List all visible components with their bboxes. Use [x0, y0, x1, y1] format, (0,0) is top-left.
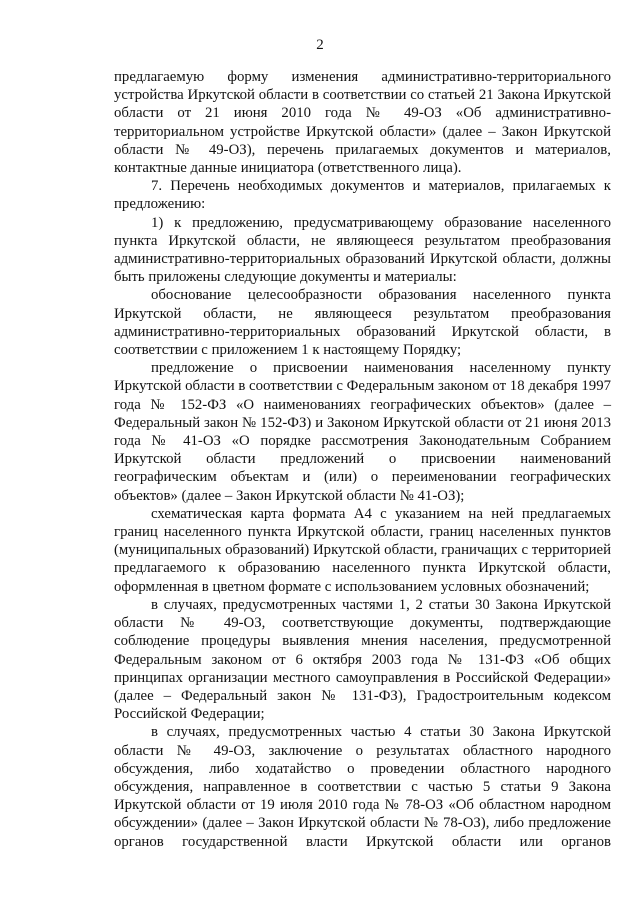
paragraph-item-7: 7. Перечень необходимых документов и материалов, прилагаемых к предложению:: [114, 178, 611, 213]
paragraph-intro-continuation: предлагаемую форму изменения административно-территориального устройства Иркутской области в соответствии со статьей 21 Закона Иркутской области от 21 июня 2010 года № 49-ОЗ «Об административно-территориальном устройстве Иркутской области» (далее – Закон Иркутской области № 49-ОЗ), перечень прилагаемых документов и материалов, контактные данные инициатора (ответственного лица).: [114, 69, 611, 177]
paragraph-naming-proposal: предложение о присвоении наименования населенному пункту Иркутской области в соответствии с Федеральным законом от 18 декабря 1997 года № 152-ФЗ «О наименованиях географических объектов» (далее – Федеральный закон № 152-ФЗ) и Законом Иркутской области от 21 июня 2013 года № 41-ОЗ «О порядке рассмотрения Законодательным Собранием Иркутской области предложений о присвоении наименований географическим объектам и (или) о переименовании географических объектов» (далее – Закон Иркутской области № 41-ОЗ);: [114, 360, 611, 504]
paragraph-population-opinion: в случаях, предусмотренных частями 1, 2 статьи 30 Закона Иркутской области № 49-ОЗ, соответствующие документы, подтверждающие соблюдение процедуры выявления мнения населения, предусмотренной Федеральным законом от 6 октября 2003 года № 131-ФЗ «Об общих принципах организации местного самоуправления в Российской Федерации» (далее – Федеральный закон № 131-ФЗ), Градостроительным кодексом Российской Федерации;: [114, 596, 611, 723]
paragraph-public-discussion: в случаях, предусмотренных частью 4 статьи 30 Закона Иркутской области № 49-ОЗ, заключение о результатах областного народного обсуждения, либо ходатайство о проведении областного народного обсуждения, направленное в соответствии с частью 5 статьи 9 Закона Иркутской области от 19 июля 2010 года № 78-ОЗ «Об областном народном обсуждении» (далее – Закон Иркутской области № 78-ОЗ), либо предложение органов государственной власти Иркутской области или органов: [114, 724, 611, 850]
paragraph-justification: обоснование целесообразности образования населенного пункта Иркутской области, не являющееся результатом преобразования административно-территориальных образований Иркутской области, в соответствии с приложением 1 к настоящему Порядку;: [114, 287, 611, 359]
paragraph-schematic-map: схематическая карта формата А4 с указанием на ней предлагаемых границ населенного пункта Иркутской области, границ населенных пунктов (муниципальных образований) Иркутской области, граничащих с территорией предлагаемого к образованию населенного пункта Иркутской области, оформленная в цветном формате с использованием условных обозначений;: [114, 505, 611, 595]
page-number: 2: [316, 37, 324, 53]
paragraph-subitem-1: 1) к предложению, предусматривающему образование населенного пункта Иркутской области, не являющееся результатом преобразования административно-территориальных образований Иркутской области, должны быть приложены следующие документы и материалы:: [114, 214, 611, 286]
document-body: [114, 68, 611, 851]
